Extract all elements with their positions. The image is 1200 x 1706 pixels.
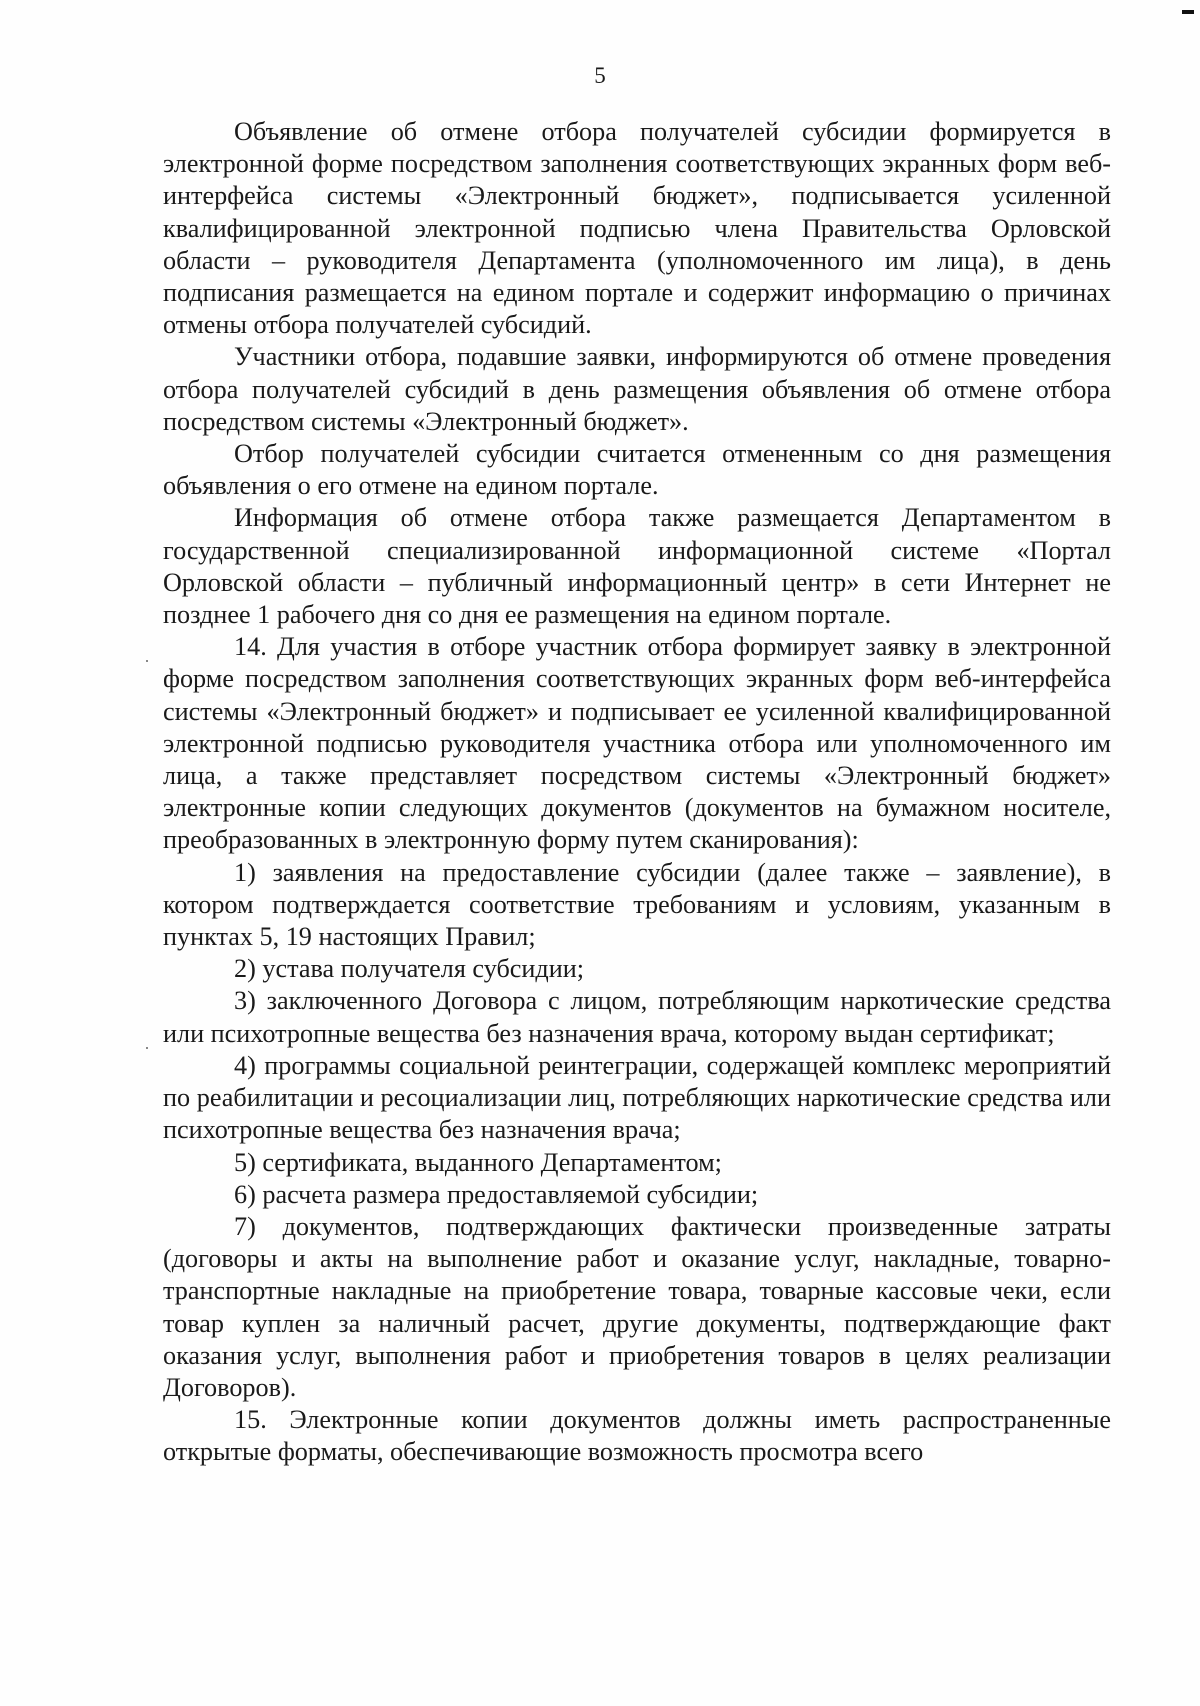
scan-artifact-dot [146, 1047, 148, 1049]
paragraph-participants-informed: Участники отбора, подавшие заявки, информируются об отмене проведения отбора получателей субсидий в день размещения объявления об отмене отбора посредством системы «Электронный бюджет». [163, 342, 1111, 436]
list-item-1: 1) заявления на предоставление субсидии (далее также – заявление), в котором подтверждается соответствие требованиям и условиям, указанным в пунктах 5, 19 настоящих Правил; [163, 857, 1111, 952]
paragraph-cancel-announcement: Объявление об отмене отбора получателей субсидии формируется в электронной форме посредством заполнения соответствующих экранных форм веб-интерфейса системы «Электронный бюджет», подписывается усиленной квалифицированной электронной подписью члена Правительства Орловской области – руководителя Департамента (уполномоченного им лица), в день подписания размещается на едином портале и содержит информацию о причинах отмены отбора получателей субсидий. [163, 117, 1111, 340]
paragraph-clause-14: 14. Для участия в отборе участник отбора формирует заявку в электронной форме посредством заполнения соответствующих экранных форм веб-интерфейса системы «Электронный бюджет» и подписывает ее усиленной квалифицированной электронной подписью руководителя участника отбора или уполномоченного им лица, а также представляет посредством системы «Электронный бюджет» электронные копии следующих документов (документов на бумажном носителе, преобразованных в электронную форму путем сканирования): [163, 632, 1111, 855]
paragraph-portal-information: Информация об отмене отбора также размещается Департаментом в государственной специализированной информационной системе «Портал Орловской области – публичный информационный центр» в сети Интернет не позднее 1 рабочего дня со дня ее размещения на едином портале. [163, 503, 1111, 630]
list-item-4: 4) программы социальной реинтеграции, содержащей комплекс мероприятий по реабилитации и ресоциализации лиц, потребляющих наркотические средства или психотропные вещества без назначения врача; [163, 1050, 1111, 1145]
scan-artifact-mark [1182, 10, 1194, 14]
scan-artifact-dot [146, 660, 148, 662]
list-item-6: 6) расчета размера предоставляемой субсидии; [234, 1179, 759, 1209]
paragraph-clause-15: 15. Электронные копии документов должны иметь распространенные открытые форматы, обеспечивающие возможность просмотра всего [163, 1405, 1111, 1467]
list-item-2: 2) устава получателя субсидии; [234, 954, 585, 984]
document-body [163, 116, 1111, 1469]
list-item-5: 5) сертификата, выданного Департаментом; [234, 1147, 722, 1177]
paragraph-selection-cancelled: Отбор получателей субсидии считается отмененным со дня размещения объявления о его отмене на едином портале. [163, 439, 1111, 501]
list-item-7: 7) документов, подтверждающих фактически произведенные затраты (договоры и акты на выполнение работ и оказание услуг, накладные, товарно-транспортные накладные на приобретение товара, товарные кассовые чеки, если товар куплен за наличный расчет, другие документы, подтверждающие факт оказания услуг, выполнения работ и приобретения товаров в целях реализации Договоров). [163, 1211, 1111, 1402]
list-item-3: 3) заключенного Договора с лицом, потребляющим наркотические средства или психотропные вещества без назначения врача, которому выдан сертификат; [163, 986, 1111, 1048]
page-number: 5 [594, 63, 606, 88]
